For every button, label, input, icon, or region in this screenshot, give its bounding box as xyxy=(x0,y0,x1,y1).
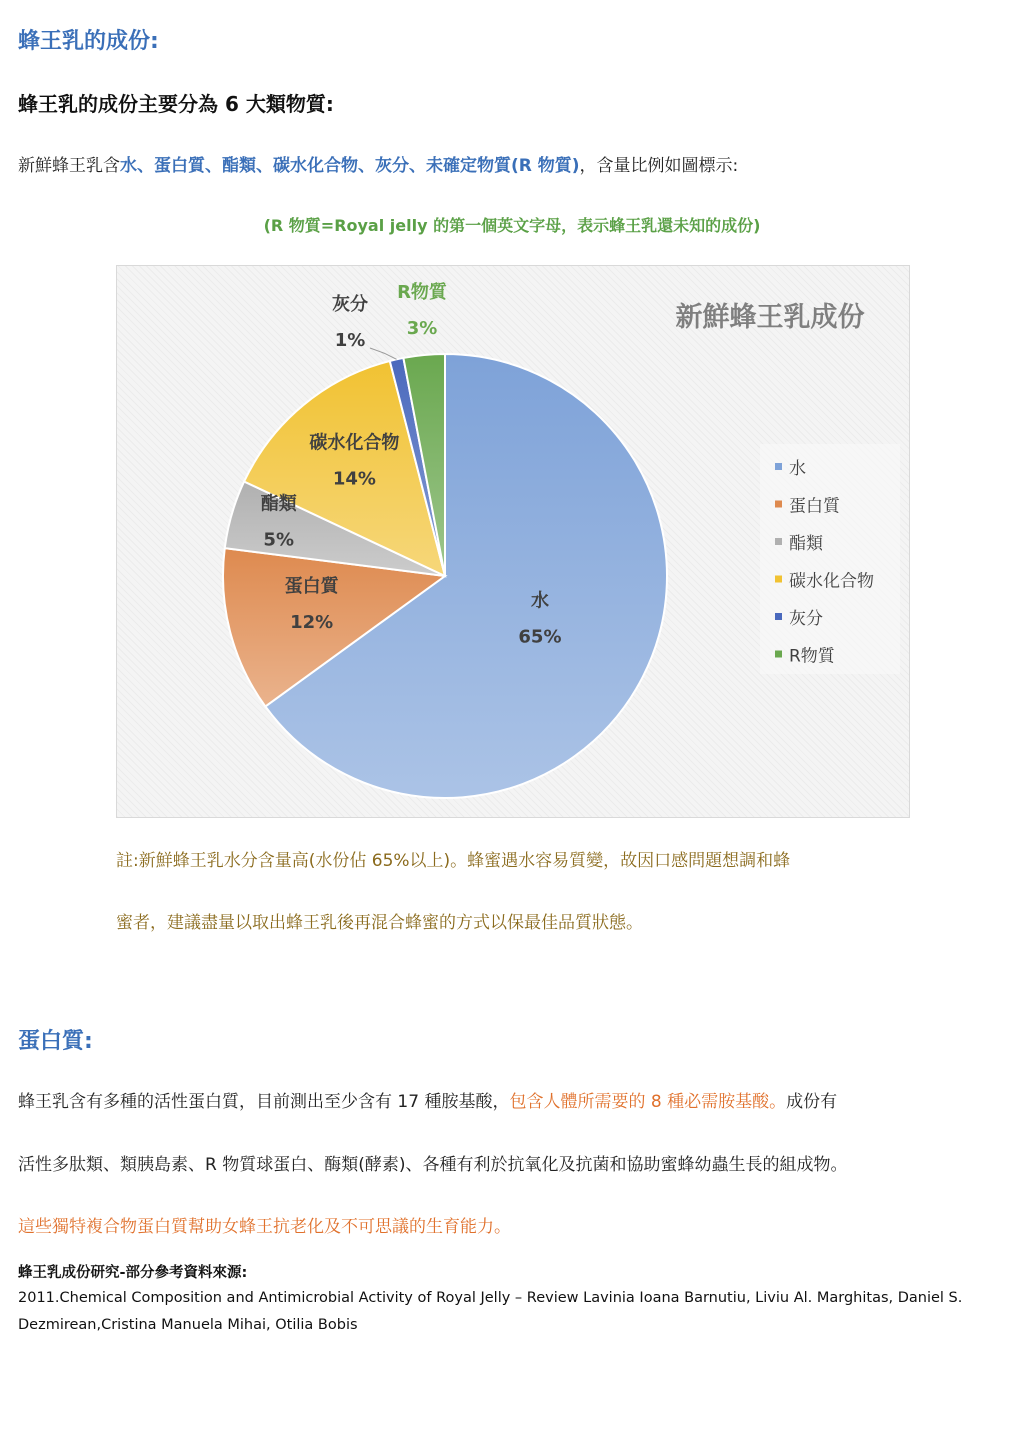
subheading: 蜂王乳的成份主要分為 6 大類物質: xyxy=(18,92,334,116)
label-name-slice-4: 灰分 xyxy=(332,294,368,315)
protein-line-2: 活性多肽類、類胰島素、R 物質球蛋白、酶類(酵素)、各種有利於抗氧化及抗菌和協助蜜蜂幼蟲生長的組成物。 xyxy=(18,1155,848,1175)
label-value-slice-2: 5% xyxy=(263,529,294,551)
legend-swatch-slice-5 xyxy=(775,651,782,658)
label-value-slice-3: 14% xyxy=(332,468,376,490)
label-value-slice-4: 1% xyxy=(334,330,366,351)
references-body xyxy=(18,1285,1008,1339)
intro-highlight: 水、蛋白質、酯類、碳水化合物、灰分、未確定物質(R 物質) xyxy=(120,156,580,176)
protein-line1-suffix: 成份有 xyxy=(786,1092,838,1112)
intro-prefix: 新鮮蜂王乳含 xyxy=(18,156,120,176)
legend-background xyxy=(760,444,900,674)
pie-chart xyxy=(117,266,911,819)
r-substance-note: (R 物質=Royal jelly 的第一個英文字母，表示蜂王乳還未知的成份) xyxy=(263,216,761,235)
legend-swatch-slice-2 xyxy=(775,538,782,545)
legend-label-slice-0: 水 xyxy=(789,459,806,479)
legend-label-slice-2: 酯類 xyxy=(789,534,823,554)
section-heading-composition: 蜂王乳的成份: xyxy=(18,29,159,54)
label-value-slice-1: 12% xyxy=(290,612,334,634)
protein-line-1 xyxy=(18,1087,837,1112)
label-value-slice-5: 3% xyxy=(406,318,438,339)
protein-line-3: 這些獨特複合物蛋白質幫助女蜂王抗老化及不可思議的生育能力。 xyxy=(18,1217,511,1237)
protein-line1-prefix: 蜂王乳含有多種的活性蛋白質，目前測出至少含有 17 種胺基酸， xyxy=(18,1092,510,1112)
legend-swatch-slice-1 xyxy=(775,501,782,508)
reference-line-2: Dezmirean,Cristina Manuela Mihai, Otilia Bobis xyxy=(18,1317,358,1333)
intro-suffix: ，含量比例如圖標示: xyxy=(579,156,739,176)
legend-swatch-slice-4 xyxy=(775,613,782,620)
label-name-slice-1: 蛋白質 xyxy=(284,576,339,598)
label-name-slice-3: 碳水化合物 xyxy=(309,432,400,454)
intro-paragraph xyxy=(18,151,738,176)
legend-label-slice-5: R物質 xyxy=(789,646,835,667)
legend-label-slice-3: 碳水化合物 xyxy=(789,571,874,592)
pie-chart-container xyxy=(116,265,910,818)
label-name-slice-2: 酯類 xyxy=(260,493,297,515)
label-name-slice-0: 水 xyxy=(530,590,549,612)
protein-line1-highlight: 包含人體所需要的 8 種必需胺基酸。 xyxy=(509,1092,787,1112)
legend-swatch-slice-0 xyxy=(775,463,782,470)
section-heading-protein: 蛋白質: xyxy=(18,1029,93,1054)
label-value-slice-0: 65% xyxy=(518,626,562,648)
legend-swatch-slice-3 xyxy=(775,576,782,583)
reference-line-1: 2011.Chemical Composition and Antimicrobial Activity of Royal Jelly – Review Lavinia Ioana Barnutiu, Liviu Al. Marghitas, Daniel S. xyxy=(18,1290,963,1306)
legend-label-slice-4: 灰分 xyxy=(789,609,823,629)
note-line-1: 註:新鮮蜂王乳水分含量高(水份佔 65%以上)。蜂蜜遇水容易質變，故因口感問題想調和蜂 xyxy=(116,851,791,871)
references-title: 蜂王乳成份研究-部分參考資料來源: xyxy=(18,1265,248,1281)
note-line-2: 蜜者，建議盡量以取出蜂王乳後再混合蜂蜜的方式以保最佳品質狀態。 xyxy=(116,913,643,933)
chart-title: 新鮮蜂王乳成份 xyxy=(675,302,865,333)
legend-label-slice-1: 蛋白質 xyxy=(789,496,840,517)
callout-line-slice-4 xyxy=(370,348,397,359)
label-name-slice-5: R物質 xyxy=(397,282,447,303)
